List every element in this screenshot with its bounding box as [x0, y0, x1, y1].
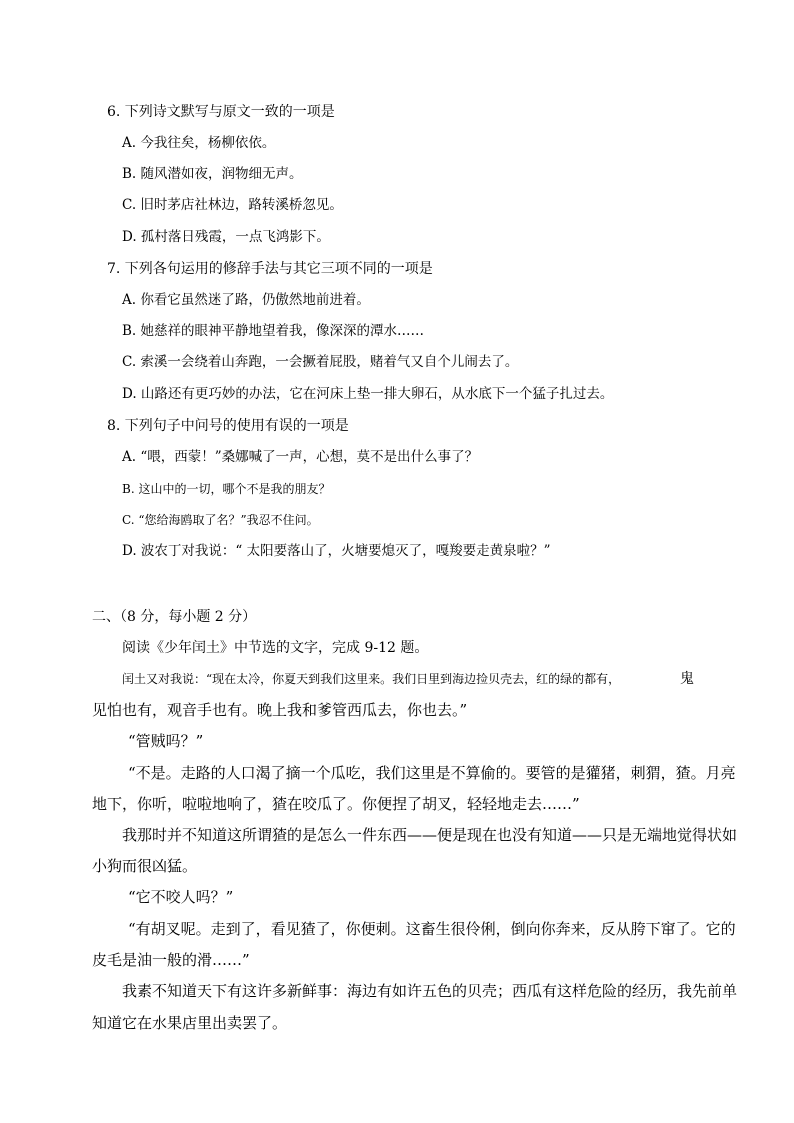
question-7-option-c: C. 索溪一会绕着山奔跑，一会撅着屁股，赌着气又自个儿闹去了。: [122, 354, 519, 370]
passage-line: 见怕也有，观音手也有。晚上我和爹管西瓜去，你也去。”: [92, 701, 468, 719]
passage-line: “有胡叉呢。走到了，看见猹了，你便刺。这畜生很伶俐，倒向你奔来，反从胯下窜了。它的: [128, 920, 736, 938]
question-8-option-a: A. “喂，西蒙！”桑娜喊了一声，心想，莫不是出什么事了？: [122, 449, 479, 465]
passage-line: “它不咬人吗？”: [128, 888, 234, 906]
passage-line: 知道它在水果店里出卖罢了。: [92, 1014, 288, 1032]
question-6-option-a: A. 今我往矣，杨柳依依。: [122, 135, 276, 151]
question-7-option-d: D. 山路还有更巧妙的办法，它在河床上垫一排大卵石，从水底下一个猛子扎过去。: [122, 386, 614, 402]
question-7-option-b: B. 她慈祥的眼神平静地望着我，像深深的潭水……: [122, 323, 425, 339]
passage-line: 我那时并不知道这所谓猹的是怎么一件东西——便是现在也没有知道——只是无端地觉得状如: [122, 826, 738, 844]
question-8-stem: 8. 下列句子中问号的使用有误的一项是: [107, 418, 349, 434]
section-2-heading: 二、（8 分，每小题 2 分）: [92, 609, 257, 625]
passage-line: “管贼吗？”: [128, 732, 204, 750]
question-6-option-c: C. 旧时茅店社林边，路转溪桥忽见。: [122, 197, 343, 213]
passage-line: 皮毛是油一般的滑……”: [92, 951, 250, 969]
question-7-stem: 7. 下列各句运用的修辞手法与其它三项不同的一项是: [107, 261, 433, 277]
question-6-option-d: D. 孤村落日残霞，一点飞鸿影下。: [122, 229, 330, 245]
question-6-option-b: B. 随风潜如夜，润物细无声。: [122, 166, 303, 182]
passage-line: 我素不知道天下有这许多新鲜事：海边有如许五色的贝壳；西瓜有这样危险的经历，我先前单: [122, 982, 738, 1000]
question-6-stem: 6. 下列诗文默写与原文一致的一项是: [107, 104, 335, 120]
question-8-option-c: C. “您给海鸥取了名？”我忍不住问。: [122, 513, 319, 527]
passage-line: “不是。走路的人口渴了摘一个瓜吃，我们这里是不算偷的。要管的是獾猪，刺猬，猹。月亮: [128, 764, 736, 782]
question-8-option-d: D. 波农丁对我说：“ 太阳要落山了，火塘要熄灭了，嘎羧要走黄泉啦？”: [122, 543, 551, 559]
question-7-option-a: A. 你看它虽然迷了路，仍傲然地前进着。: [122, 292, 370, 308]
section-2-intro: 阅读《少年闰土》中节选的文字，完成 9-12 题。: [122, 640, 429, 656]
passage-line: 地下，你听，啦啦地响了，猹在咬瓜了。你便捏了胡叉，轻轻地走去……”: [92, 795, 580, 813]
question-8-option-b: B. 这山中的一切，哪个不是我的朋友？: [122, 482, 331, 496]
passage-line-1b: 鬼: [680, 671, 694, 687]
passage-line-1a: 闰土又对我说：“现在太冷，你夏天到我们这里来。我们日里到海边捡贝壳去，红的绿的都有，: [122, 672, 621, 686]
passage-line: 小狗而很凶猛。: [92, 857, 198, 875]
